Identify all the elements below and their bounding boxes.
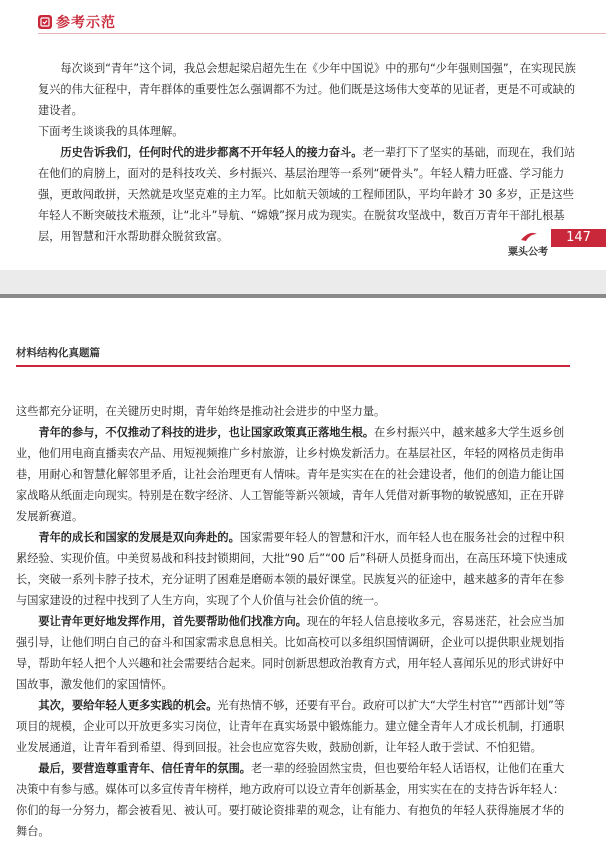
paragraph (16, 401, 572, 422)
header-divider (38, 33, 606, 34)
paragraph-text: 老一辈的经验固然宝贵，但也要给年轻人话语权，让他们在重大决策中有参与感。媒体可以多宣传青年榜样，地方政府可以设立青年创新基金，用实实在在的支持告诉年轻人：你们的每一分努力，都会被看见、被认可。要打破论资排辈的观念，让有能力、有抱负的年轻人获得施展才华的舞台。 (16, 762, 565, 838)
page-number: 147 (551, 229, 606, 247)
paragraph-text: 每次谈到“青年”这个词，我总会想起梁启超先生在《少年中国说》中的那句“少年强则国强”，在实现民族复兴的伟大征程中，青年群体的重要性怎么强调都不为过。他们既是这场伟大变革的见证者，更是不可或缺的建设者。 (38, 62, 576, 117)
paragraph (16, 527, 572, 611)
reference-badge-icon (38, 15, 52, 29)
paragraph-lead: 要让青年更好地发挥作用，首先要帮助他们找准方向。 (38, 615, 307, 628)
paragraph-text: 在乡村振兴中，越来越多大学生返乡创业，他们用电商直播卖农产品、用短视频推广乡村旅游，让乡村焕发新活力。在基层社区，年轻的网格员走街串巷，用耐心和智慧化解邻里矛盾，让社会治理更有人情味。青年是实实在在的社会建设者，他们的创造力能让国家战略从纸面走向现实。特别是在数字经济、人工智能等新兴领域，青年人凭借对新事物的敏锐感知，正在开辟发展新赛道。 (16, 426, 565, 523)
logo-text: 粟头公考 (508, 247, 548, 258)
top-page (0, 0, 606, 270)
page-header (38, 12, 116, 32)
paragraph (16, 758, 572, 842)
section-title: 材料结构化真题篇 (16, 347, 100, 359)
paragraph-text: 这些都充分证明，在关键历史时期，青年始终是推动社会进步的中坚力量。 (16, 405, 386, 418)
paragraph-text: 老一辈打下了坚实的基础，而现在，我们站在他们的肩膀上，面对的是科技攻关、乡村振兴、基层治理等一系列“硬骨头”。年轻人精力旺盛、学习能力强，更敢闯敢拼，天然就是攻坚克难的主力军。比如航天领域的工程师团队，平均年龄才 30 多岁，正是这些年轻人不断突破技术瓶颈，让“北斗”导航、“嫦娥”探月成为现实。在脱贫攻坚战中，数百万青年干部扎根基层，用智慧和汗水帮助群众脱贫致富。 (38, 146, 576, 243)
paragraph-text: 现在的年轻人信息接收多元，容易迷茫，社会应当加强引导，让他们明白自己的奋斗和国家需求息息相关。比如高校可以多组织国情调研，企业可以提供职业规划指导，帮助年轻人把个人兴趣和社会需要结合起来。同时创新思想政治教育方式，用年轻人喜闻乐见的形式讲好中国故事，激发他们的家国情怀。 (16, 615, 565, 691)
paragraph (16, 611, 572, 695)
paragraph-text: 光有热情不够，还要有平台。政府可以扩大“大学生村官”“西部计划”等项目的规模，企业可以开放更多实习岗位，让青年在真实场景中锻炼能力。建立健全青年人才成长机制，打通职业发展通道，让青年看到希望、得到回报。社会也应宽容失败，鼓励创新，让年轻人敢于尝试、不怕犯错。 (16, 699, 566, 754)
paragraph-lead: 其次，要给年轻人更多实践的机会。 (38, 699, 218, 712)
paragraph-lead: 青年的成长和国家的发展是双向奔赴的。 (38, 531, 240, 544)
publisher-logo (506, 230, 556, 258)
top-body (38, 58, 580, 247)
paragraph-text: 国家需要年轻人的智慧和汗水，而年轻人也在服务社会的过程中积累经验、实现价值。中美贸易战和科技封锁期间，大批“90 后”“00 后”科研人员挺身而出，在高压环境下快速成长，突破一系列卡脖子技术，充分证明了困难是磨砺本领的最好课堂。民族复兴的征途中，越来越多的青年在参与国家建设的过程中找到了人生方向，实现了个人价值与社会价值的统一。 (16, 531, 568, 607)
paragraph (38, 58, 580, 121)
paragraph (16, 695, 572, 758)
paragraph-text: 下面考生谈谈我的具体理解。 (38, 125, 184, 138)
paragraph (38, 121, 580, 142)
paragraph (38, 142, 580, 247)
logo-icon (520, 230, 538, 242)
bottom-body (16, 401, 572, 842)
paragraph-lead: 最后，要营造尊重青年、信任青年的氛围。 (38, 762, 251, 775)
bottom-page (0, 298, 606, 838)
section-divider (16, 365, 570, 367)
paragraph-lead: 青年的参与，不仅推动了科技的进步，也让国家政策真正落地生根。 (38, 426, 375, 439)
header-title: 参考示范 (56, 15, 116, 31)
paragraph (16, 422, 572, 527)
paragraph-lead: 历史告诉我们，任何时代的进步都离不开年轻人的接力奋斗。 (60, 146, 363, 159)
